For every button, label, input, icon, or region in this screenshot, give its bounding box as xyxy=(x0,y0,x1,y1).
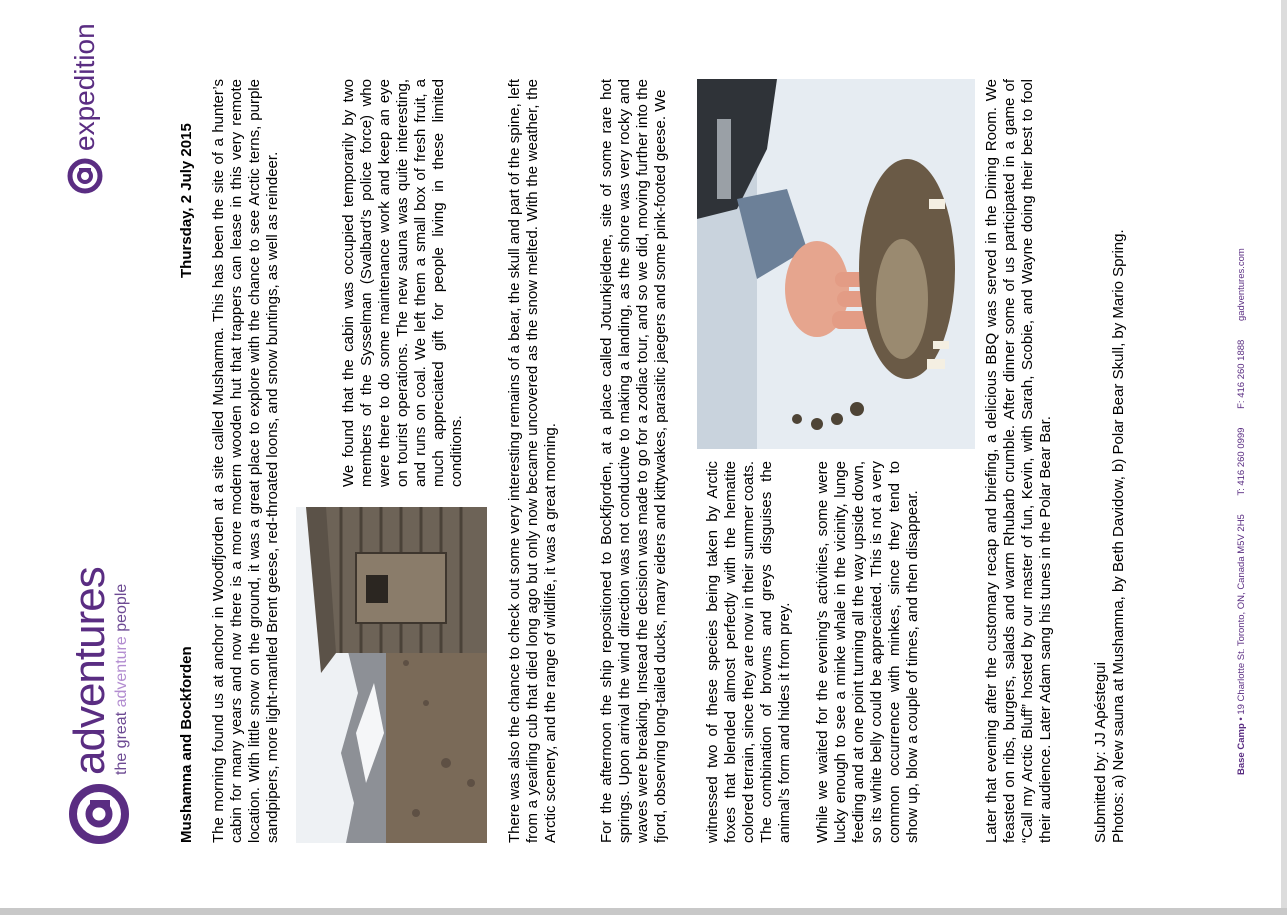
footer-base-camp: Base Camp xyxy=(1236,723,1247,775)
horizontal-scrollbar[interactable] xyxy=(0,908,1287,915)
footer-address: • 19 Charlotte St. Toronto, ON, Canada M5V 2H5 xyxy=(1236,514,1247,721)
paragraph-4b: witnessed two of these species being taken by Arctic foxes that blended almost perfectly with the hematite colored terrain, since they are now in their summer coats. The combination of browns and greys disguises the animal’s form and hides it from prey. xyxy=(704,461,793,843)
footer-phone: T: 416 260 0999 xyxy=(1236,427,1247,496)
photos-credit: Photos: a) New sauna at Mushamna, by Beth Davidow, b) Polar Bear Skull, by Mario Spring. xyxy=(1110,229,1127,843)
g-at-logo-icon xyxy=(68,783,130,845)
expedition-logo xyxy=(66,23,104,195)
brand-tagline: the great adventure people xyxy=(113,583,130,775)
article-title: Mushamna and Bockforden xyxy=(178,646,195,843)
brand-name: adventures xyxy=(65,567,114,775)
gadventures-logo xyxy=(65,567,130,845)
footer-fax: F: 416 260 1888 xyxy=(1236,339,1247,409)
g-expedition-icon xyxy=(66,157,104,195)
paragraph-6: Later that evening after the customary recap and briefing, a delicious BBQ was served in the Dining Room. We feasted on ribs, burgers, salads and warm Rhubarb crumble. After dinner some of us participated in a game of “Call my Arctic Bluff” hosted by our master of fun, Kevin, with Sarah, Scobie, and Wayne doing their best to fool their audience. Later Adam sang his tunes in the Polar Bear Bar. xyxy=(983,79,1054,843)
page-footer xyxy=(1236,232,1247,775)
paragraph-5: While we waited for the evening’s activities, some were lucky enough to see a minke whale in the vicinity, lunge feeding and at one point turning all the way upside down, so its white belly could be appreciated. This is not a very common occurrence with minkes, since they tend to show up, blow a couple of times, and then disappear. xyxy=(814,461,921,843)
article-date: Thursday, 2 July 2015 xyxy=(178,123,195,278)
expedition-label: expedition xyxy=(69,23,100,151)
paragraph-2: We found that the cabin was occupied temporarily by two members of the Sysselman (Svalbard’s police force) who were there to do some maintenance work and keep an eye on tourist operations. The new sauna was quite interesting, and runs on coal. We left them a small box of fresh fruit, a much appreciated gift for people living in these limited conditions. xyxy=(340,79,465,487)
sauna-cabin-photo xyxy=(296,507,487,843)
paragraph-4a: For the afternoon the ship repositioned to Bockfjorden, at a place called Jotunkjeldene, site of some rare hot springs. Upon arrival the wind direction was not conductive to making a landing, as the shore was very rocky and waves were breaking. Instead the decision was made to go for a zodiac tour, and so we did, moving further into the fjord, observing long-tailed ducks, many eiders and kittywakes, parasitic jaegers and some pink-footed geese. We xyxy=(598,79,669,843)
footer-website[interactable]: gadventures.com xyxy=(1236,248,1247,322)
polar-bear-skull-photo xyxy=(697,79,975,449)
vertical-scrollbar[interactable] xyxy=(1281,0,1287,908)
submitted-by: Submitted by: JJ Apéstegui xyxy=(1092,662,1109,843)
paragraph-3: There was also the chance to check out some very interesting remains of a bear, the skull and part of the spine, left from a yearling cub that died long ago but only now became uncovered as the snow melted. With the weather, the Arctic scenery, and the range of wildlife, it was a great morning. xyxy=(506,79,559,843)
paragraph-intro: The morning found us at anchor in Woodfjorden at a site called Mushamna. This has been the site of a hunter’s cabin for many years and now there is a more modern wooden hut that trappers can lease in this very remote location. With little snow on the ground, it was a great place to explore with the chance to see Arctic terns, purple sandpipers, more light-mantled Brent geese, red-throated loons, and snow buntings, as well as reindeer. xyxy=(210,79,281,843)
